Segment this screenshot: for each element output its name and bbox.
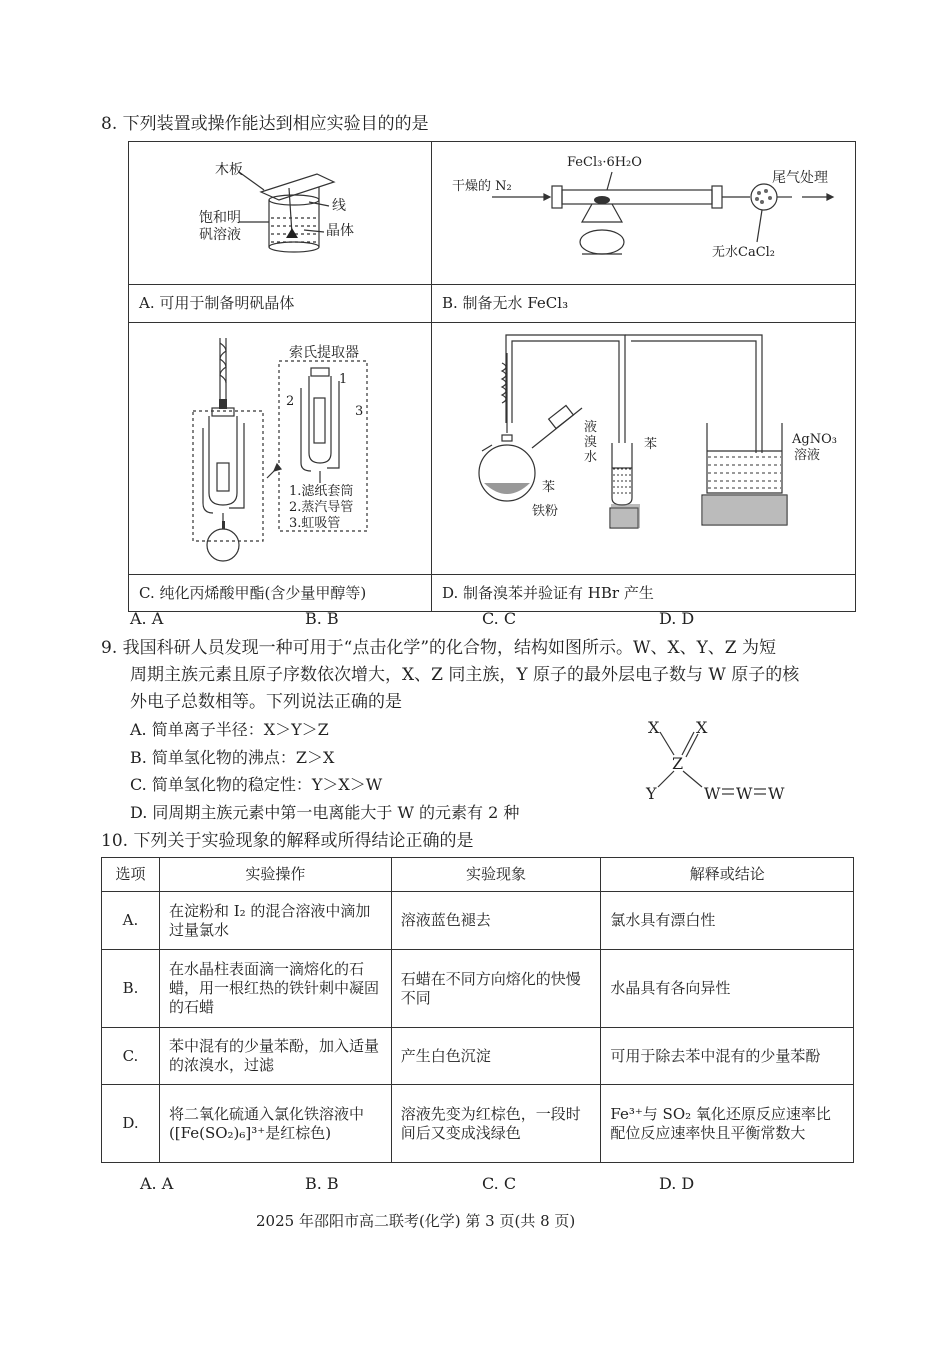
q9-option-c[interactable]: C. 简单氢化物的稳定性：Y＞X＞W xyxy=(130,775,383,794)
label-plate: 木板 xyxy=(215,162,243,178)
caption-a: A. 可用于制备明矾晶体 xyxy=(129,284,431,322)
caption-b: B. 制备无水 FeCl₃ xyxy=(432,284,855,322)
q8-choice-d[interactable]: D. D xyxy=(659,609,695,628)
apparatus-c-figure xyxy=(129,323,431,570)
row-operation: 在淀粉和 I₂ 的混合溶液中滴加过量氯水 xyxy=(159,892,391,950)
label-benzene-flask: 苯 xyxy=(542,480,556,495)
table-row xyxy=(102,1085,854,1163)
label-benzene-tube: 苯 xyxy=(644,437,658,452)
legend-1: 1.滤纸套筒 xyxy=(289,484,354,499)
label-bromine-3: 水 xyxy=(584,450,598,465)
row-conclusion: Fe³⁺与 SO₂ 氧化还原反应速率比配位反应速率快且平衡常数大 xyxy=(601,1085,854,1163)
q9-option-b[interactable]: B. 简单氢化物的沸点：Z＞X xyxy=(130,748,335,767)
q9-structure-figure xyxy=(630,715,810,810)
label-n1: 1 xyxy=(339,372,348,387)
label-n2: 2 xyxy=(286,394,295,409)
header-conclusion: 解释或结论 xyxy=(601,858,854,892)
label-iron: 铁粉 xyxy=(532,504,559,519)
row-phenomenon: 溶液先变为红棕色，一段时间后又变成浅绿色 xyxy=(391,1085,601,1163)
q10-choice-b[interactable]: B. B xyxy=(305,1174,339,1193)
atom-w2: W xyxy=(736,784,753,803)
q8-cell-d xyxy=(432,323,856,612)
label-agno3-1: AgNO₃ xyxy=(792,432,837,447)
row-conclusion: 水晶具有各向异性 xyxy=(601,950,854,1028)
q9-line-2: 周期主族元素且原子序数依次增大，X、Z 同主族，Y 原子的最外层电子数与 W 原子的核 xyxy=(130,665,800,685)
apparatus-a-figure xyxy=(129,142,431,280)
q10-title: 10. 下列关于实验现象的解释或所得结论正确的是 xyxy=(101,831,474,851)
atom-x2: X xyxy=(696,718,708,737)
atom-x1: X xyxy=(648,718,660,737)
q8-choice-b[interactable]: B. B xyxy=(305,609,339,628)
row-conclusion: 可用于除去苯中混有的少量苯酚 xyxy=(601,1028,854,1085)
label-n3: 3 xyxy=(355,404,364,419)
label-exhaust: 尾气处理 xyxy=(772,170,828,186)
table-header-row xyxy=(102,858,854,892)
q10-table xyxy=(101,857,854,1163)
apparatus-b-figure xyxy=(432,142,855,280)
table-row xyxy=(102,1028,854,1085)
row-option: A. xyxy=(102,892,160,950)
label-thread: 线 xyxy=(332,198,346,214)
q9-option-d[interactable]: D. 同周期主族元素中第一电离能大于 W 的元素有 2 种 xyxy=(130,803,520,822)
label-solution-1: 饱和明 xyxy=(199,210,241,226)
legend-2: 2.蒸汽导管 xyxy=(289,500,354,515)
q9-option-a[interactable]: A. 简单离子半径：X＞Y＞Z xyxy=(130,720,329,739)
header-option: 选项 xyxy=(102,858,160,892)
row-option: C. xyxy=(102,1028,160,1085)
q9-line-1: 9. 我国科研人员发现一种可用于“点击化学”的化合物，结构如图所示。W、X、Y、Z 为短 xyxy=(101,638,777,658)
label-agno3-2: 溶液 xyxy=(794,448,821,463)
label-extractor: 索氏提取器 xyxy=(289,345,359,361)
q10-choice-c[interactable]: C. C xyxy=(482,1174,517,1193)
q8-cell-b xyxy=(432,142,856,323)
atom-y: Y xyxy=(646,784,657,803)
table-row xyxy=(102,950,854,1028)
q8-choice-c[interactable]: C. C xyxy=(482,609,517,628)
header-phenomenon: 实验现象 xyxy=(391,858,601,892)
label-bromine-1: 液 xyxy=(584,420,598,435)
row-option: D. xyxy=(102,1085,160,1163)
row-operation: 在水晶柱表面滴一滴熔化的石蜡，用一根红热的铁针刺中凝固的石蜡 xyxy=(159,950,391,1028)
row-phenomenon: 产生白色沉淀 xyxy=(391,1028,601,1085)
q10-choice-d[interactable]: D. D xyxy=(659,1174,695,1193)
q9-line-3: 外电子总数相等。下列说法正确的是 xyxy=(130,692,402,712)
label-drier: 无水CaCl₂ xyxy=(712,245,776,260)
atom-w3: W xyxy=(768,784,785,803)
caption-d: D. 制备溴苯并验证有 HBr 产生 xyxy=(432,574,855,611)
row-conclusion: 氯水具有漂白性 xyxy=(601,892,854,950)
legend-3: 3.虹吸管 xyxy=(289,516,341,531)
q10-choice-a[interactable]: A. A xyxy=(140,1174,174,1193)
row-phenomenon: 溶液蓝色褪去 xyxy=(391,892,601,950)
q8-choice-a[interactable]: A. A xyxy=(130,609,164,628)
label-bromine-2: 溴 xyxy=(584,435,598,450)
caption-c: C. 纯化丙烯酸甲酯(含少量甲醇等) xyxy=(129,574,431,611)
row-option: B. xyxy=(102,950,160,1028)
q8-cell-c xyxy=(129,323,432,612)
header-operation: 实验操作 xyxy=(159,858,391,892)
label-gas: 干燥的 N₂ xyxy=(452,179,512,194)
label-reagent: FeCl₃·6H₂O xyxy=(567,155,642,170)
label-solution-2: 矾溶液 xyxy=(199,227,241,243)
page-footer: 2025 年邵阳市高二联考(化学) 第 3 页(共 8 页) xyxy=(256,1212,576,1230)
atom-z: Z xyxy=(672,754,684,773)
apparatus-d-figure xyxy=(432,323,855,570)
atom-w1: W xyxy=(704,784,721,803)
q8-apparatus-grid xyxy=(128,141,856,612)
row-operation: 苯中混有的少量苯酚，加入适量的浓溴水，过滤 xyxy=(159,1028,391,1085)
row-operation: 将二氧化硫通入氯化铁溶液中([Fe(SO₂)₆]³⁺是红棕色) xyxy=(159,1085,391,1163)
q8-cell-a xyxy=(129,142,432,323)
q8-title: 8. 下列装置或操作能达到相应实验目的的是 xyxy=(101,114,429,134)
row-phenomenon: 石蜡在不同方向熔化的快慢不同 xyxy=(391,950,601,1028)
label-crystal: 晶体 xyxy=(326,223,354,239)
table-row xyxy=(102,892,854,950)
